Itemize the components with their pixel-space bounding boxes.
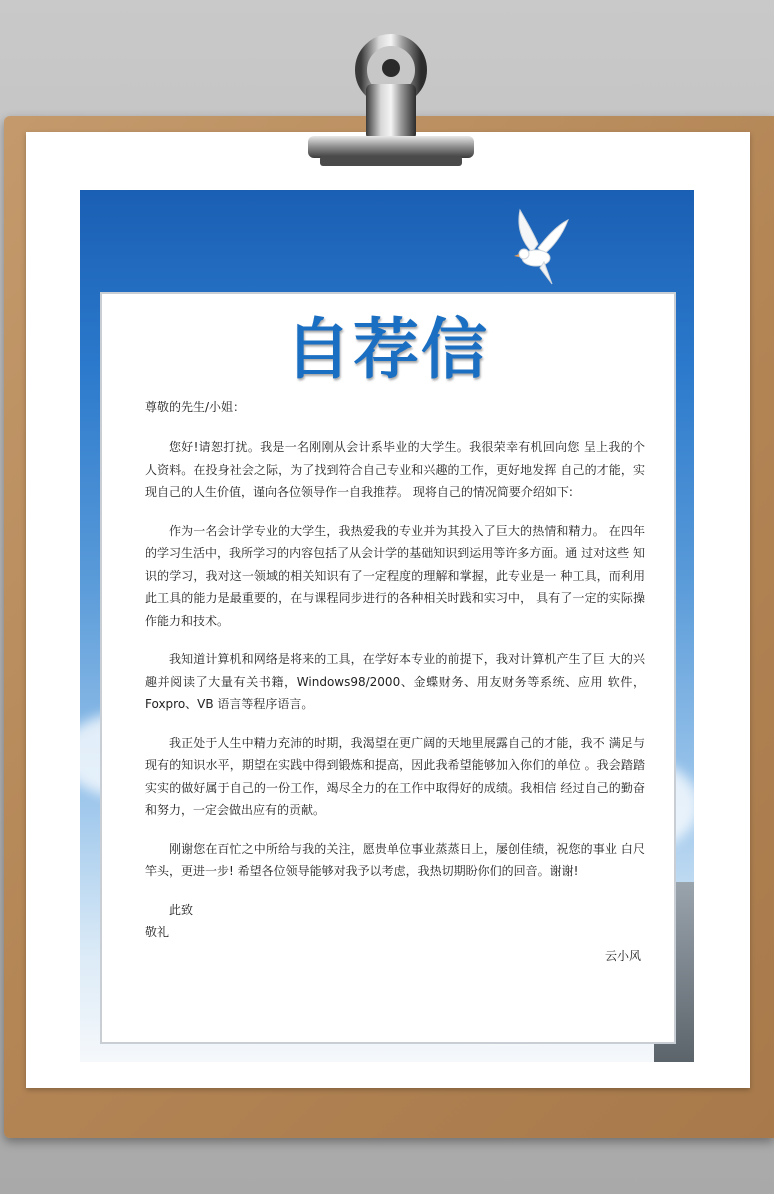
salutation: 尊敬的先生/小姐： xyxy=(145,400,246,414)
paragraph: 刚谢您在百忙之中所给与我的关注，愿贵单位事业蒸蒸日上，屡创佳绩，祝您的事业 白尺竿头，更进一步! 希望各位领导能够对我予以考虑，我热切期盼你们的回音。谢谢! xyxy=(145,841,645,878)
page-title: 自荐信 xyxy=(285,311,489,388)
letter-body xyxy=(145,396,645,967)
paragraph: 我知道计算机和网络是将来的工具，在学好本专业的前提下，我对计算机产生了巨 大的兴趣并阅读了大量有关书籍，Windows98/2000、金蝶财务、用友财务等系统、应用 软件，Foxpro、VB 语言等程序语言。 xyxy=(145,652,645,711)
dove-icon xyxy=(494,204,570,290)
paragraph: 作为一名会计学专业的大学生，我热爱我的专业并为其投入了巨大的热情和精力。 在四年的学习生活中，我所学习的内容包括了从会计学的基础知识到运用等许多方面。通 过对这些 知识的学习，我对这一领域的相关知识有了一定程度的理解和掌握，此专业是一 种工具，而利用此工具的能力是最重要的，在与课程同步进行的各种相关时践和实习中， 具有了一定的实际操作能力和技术。 xyxy=(145,523,645,628)
signature: 云小风 xyxy=(604,948,641,963)
paragraph: 我正处于人生中精力充沛的时期，我渴望在更广阔的天地里展露自己的才能，我不 满足与现有的知识水平，期望在实践中得到锻炼和提高，因此我希望能够加入你们的单位 。我会踏踏实实的做好属于自己的一份工作，竭尽全力的在工作中取得好的成绩。我相信 经过自己的勤奋和努力，一定会做出应有的贡献。 xyxy=(145,735,645,817)
paragraph: 您好!请恕打扰。我是一名刚刚从会计系毕业的大学生。我很荣幸有机回向您 呈上我的个人资料。在投身社会之际，为了找到符合自己专业和兴趣的工作，更好地发挥 自己的才能，实现自己的人生价值，谨向各位领导作一自我推荐。 现将自己的情况简要介绍如下: xyxy=(145,440,645,499)
binder-clip-icon xyxy=(300,28,480,178)
closing-line: 此致 xyxy=(169,902,194,917)
closing-line: 敬礼 xyxy=(145,924,170,939)
